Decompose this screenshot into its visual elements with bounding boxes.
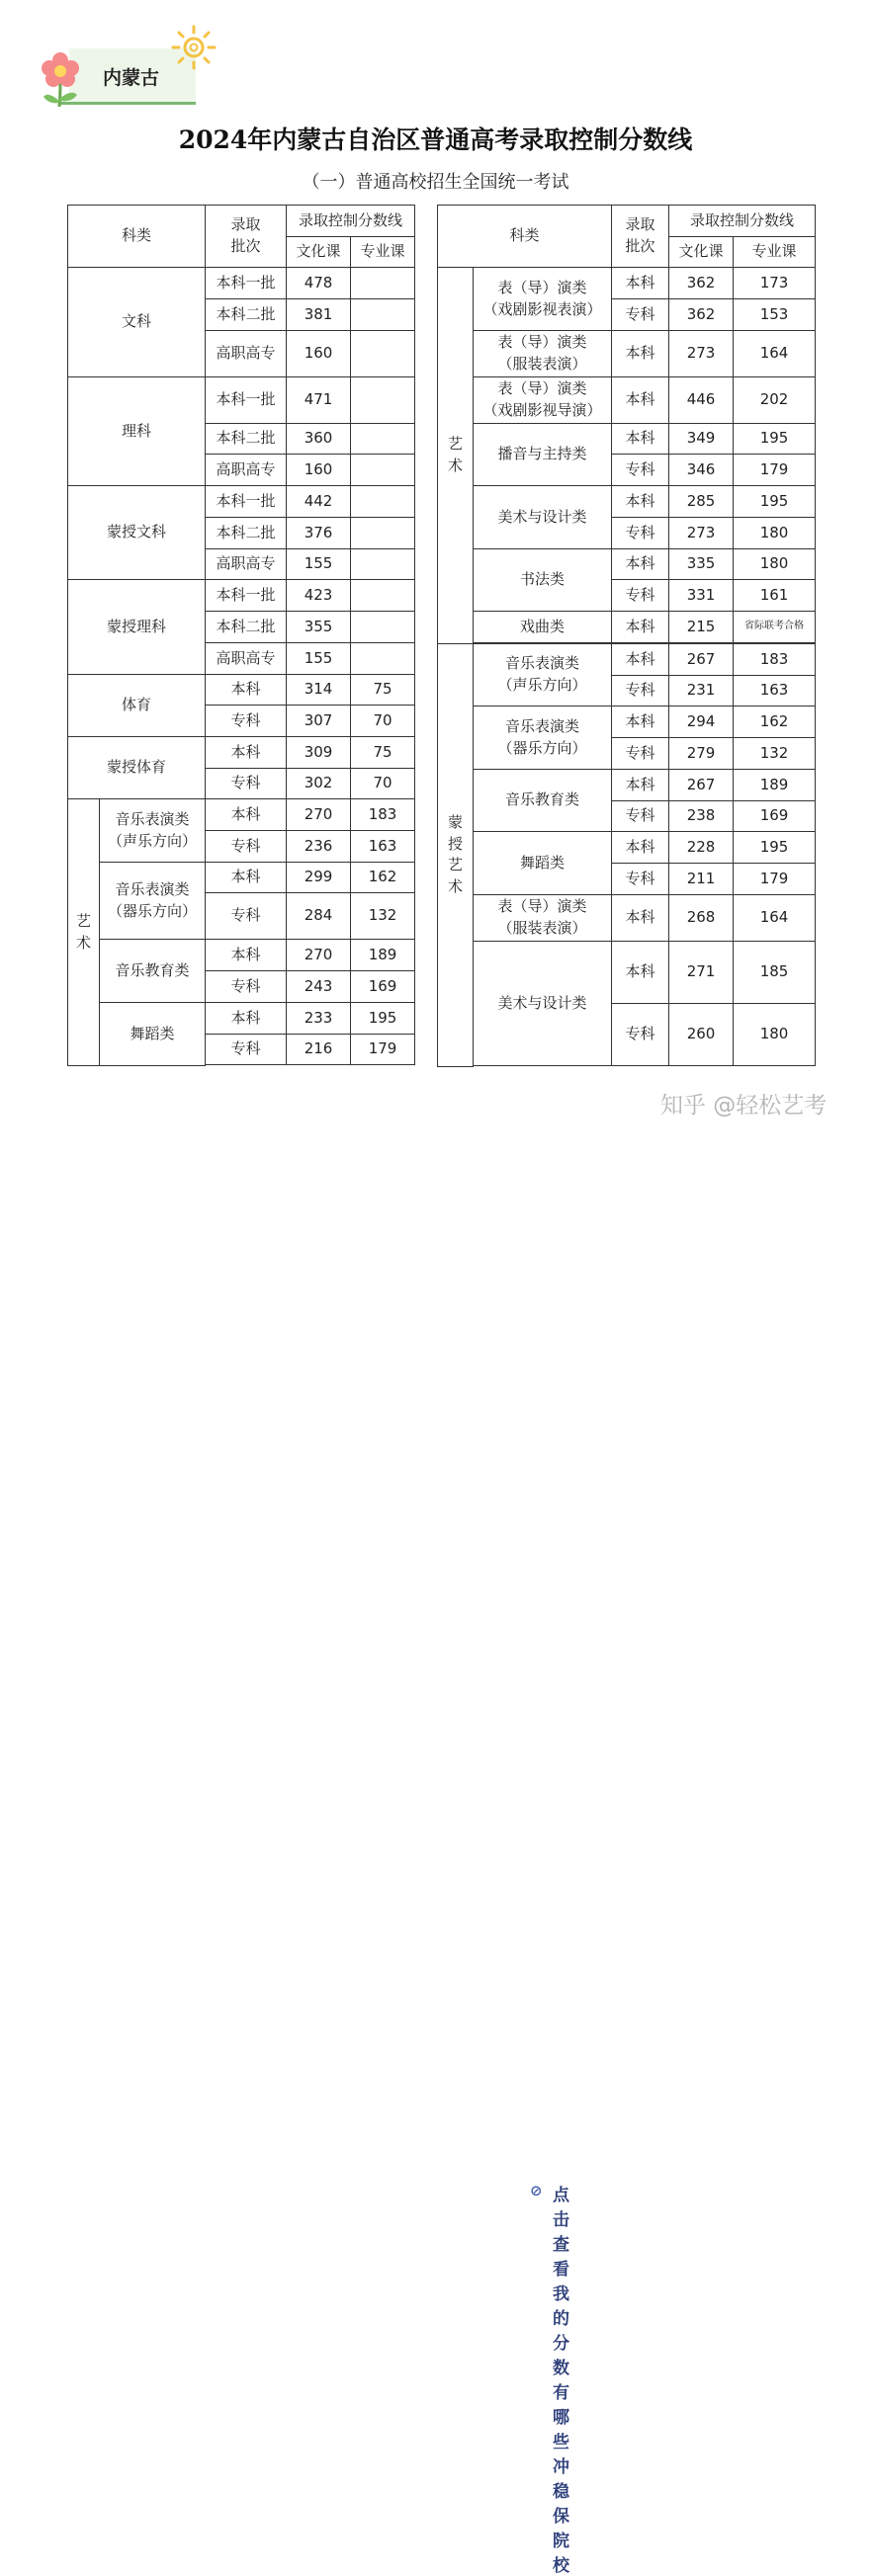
batch-cell: 专科 (612, 738, 669, 770)
subcategory-cell: 书法类 (474, 549, 612, 612)
culture-score: 216 (287, 1035, 351, 1065)
major-score: 75 (351, 675, 415, 706)
batch-cell: 本科 (206, 675, 287, 706)
watermark: 知乎 @轻松艺考 (660, 1093, 827, 1119)
major-score: 180 (734, 1004, 816, 1066)
batch-cell: 本科二批 (206, 518, 287, 549)
major-score: 153 (734, 299, 816, 331)
batch-cell: 专科 (612, 801, 669, 832)
subcategory-cell: 表（导）演类 （戏剧影视导演） (474, 377, 612, 424)
subcategory-cell: 音乐教育类 (100, 940, 206, 1003)
major-score (351, 549, 415, 580)
document-subtitle: （一）普通高校招生全国统一考试 (302, 172, 569, 193)
batch-cell: 本科 (612, 895, 669, 942)
region-tag: 内蒙古 (103, 67, 160, 89)
batch-cell: 高职高专 (206, 643, 287, 675)
major-score (351, 612, 415, 643)
major-score: 183 (734, 644, 816, 676)
major-score: 179 (351, 1035, 415, 1065)
major-score: 70 (351, 706, 415, 737)
art-category-cell: 艺 术 (438, 268, 474, 644)
header-category: 科类 (68, 206, 206, 268)
batch-cell: 专科 (612, 1004, 669, 1066)
category-cell: 体育 (68, 675, 206, 737)
category-cell: 文科 (68, 268, 206, 377)
batch-cell: 本科一批 (206, 268, 287, 299)
culture-score: 231 (669, 676, 734, 706)
subcategory-cell: 音乐教育类 (474, 770, 612, 832)
batch-cell: 本科二批 (206, 299, 287, 331)
batch-cell: 专科 (206, 706, 287, 737)
batch-cell: 专科 (206, 831, 287, 863)
culture-score: 346 (669, 455, 734, 486)
culture-score: 270 (287, 940, 351, 971)
major-score: 70 (351, 769, 415, 799)
header-control-score: 录取控制分数线 (287, 206, 415, 237)
culture-score: 273 (669, 518, 734, 549)
major-score: 195 (734, 486, 816, 518)
major-score (351, 299, 415, 331)
subcategory-cell: 音乐表演类 （器乐方向） (474, 706, 612, 770)
subcategory-cell: 美术与设计类 (474, 486, 612, 549)
major-score (351, 643, 415, 675)
sun-icon (170, 24, 218, 71)
culture-score: 155 (287, 643, 351, 675)
culture-score: 285 (669, 486, 734, 518)
major-score: 132 (351, 893, 415, 940)
major-score (351, 486, 415, 518)
batch-cell: 本科 (206, 940, 287, 971)
culture-score: 260 (669, 1004, 734, 1066)
batch-cell: 本科一批 (206, 377, 287, 424)
batch-cell: 专科 (612, 299, 669, 331)
batch-cell: 本科 (612, 424, 669, 455)
culture-score: 355 (287, 612, 351, 643)
culture-score: 376 (287, 518, 351, 549)
major-score: 185 (734, 942, 816, 1004)
subcategory-cell: 表（导）演类 （服装表演） (474, 331, 612, 377)
subcategory-cell: 音乐表演类 （声乐方向） (474, 644, 612, 706)
batch-cell: 本科 (612, 377, 669, 424)
flower-icon (38, 51, 83, 109)
major-score: 180 (734, 518, 816, 549)
major-score: 202 (734, 377, 816, 424)
major-score: 161 (734, 580, 816, 612)
category-cell: 理科 (68, 377, 206, 486)
culture-score: 271 (669, 942, 734, 1004)
batch-cell: 专科 (206, 769, 287, 799)
culture-score: 243 (287, 971, 351, 1003)
batch-cell: 本科 (612, 486, 669, 518)
culture-score: 267 (669, 644, 734, 676)
batch-cell: 本科 (206, 799, 287, 831)
major-score: 164 (734, 895, 816, 942)
major-score: 189 (351, 940, 415, 971)
culture-score: 267 (669, 770, 734, 801)
score-table-right (437, 205, 816, 1067)
batch-cell: 专科 (612, 676, 669, 706)
batch-cell: 本科 (206, 737, 287, 769)
batch-cell: 本科 (612, 549, 669, 580)
batch-cell: 本科 (612, 331, 669, 377)
major-score: 163 (734, 676, 816, 706)
subcategory-cell: 戏曲类 (474, 612, 612, 643)
culture-score: 423 (287, 580, 351, 612)
batch-cell: 专科 (612, 580, 669, 612)
major-score: 173 (734, 268, 816, 299)
culture-score: 284 (287, 893, 351, 940)
major-score: 169 (734, 801, 816, 832)
major-score: 179 (734, 864, 816, 895)
header-batch: 录取 批次 (612, 206, 669, 268)
header-batch: 录取 批次 (206, 206, 287, 268)
culture-score: 299 (287, 863, 351, 893)
culture-score: 362 (669, 268, 734, 299)
header-major: 专业课 (734, 237, 816, 268)
batch-cell: 高职高专 (206, 549, 287, 580)
culture-score: 233 (287, 1003, 351, 1035)
major-score (351, 331, 415, 377)
art-category-cell: 艺 术 (68, 799, 100, 1066)
major-score: 164 (734, 331, 816, 377)
batch-cell: 本科一批 (206, 486, 287, 518)
header-major: 专业课 (351, 237, 415, 268)
major-score (351, 455, 415, 486)
major-score (351, 580, 415, 612)
subcategory-cell: 表（导）演类 （服装表演） (474, 895, 612, 942)
batch-cell: 本科 (612, 644, 669, 676)
major-score: 75 (351, 737, 415, 769)
batch-cell: 本科 (206, 1003, 287, 1035)
subcategory-cell: 美术与设计类 (474, 942, 612, 1066)
batch-cell: 本科 (612, 268, 669, 299)
culture-score: 362 (669, 299, 734, 331)
culture-score: 314 (287, 675, 351, 706)
subcategory-cell: 音乐表演类 （声乐方向） (100, 799, 206, 863)
culture-score: 360 (287, 424, 351, 455)
batch-cell: 本科一批 (206, 580, 287, 612)
major-score (351, 268, 415, 299)
culture-score: 236 (287, 831, 351, 863)
major-score: 162 (734, 706, 816, 738)
culture-score: 349 (669, 424, 734, 455)
major-score: 189 (734, 770, 816, 801)
culture-score: 160 (287, 331, 351, 377)
category-cell: 蒙授文科 (68, 486, 206, 580)
subcategory-cell: 表（导）演类 （戏剧影视表演） (474, 268, 612, 331)
major-score: 195 (351, 1003, 415, 1035)
major-score: 179 (734, 455, 816, 486)
subcategory-cell: 播音与主持类 (474, 424, 612, 486)
subcategory-cell: 舞蹈类 (474, 832, 612, 895)
document-title: 2024年内蒙古自治区普通高考录取控制分数线 (178, 125, 693, 154)
culture-score: 215 (669, 612, 734, 643)
major-score: 163 (351, 831, 415, 863)
major-score: 195 (734, 424, 816, 455)
batch-cell: 专科 (612, 518, 669, 549)
category-cell: 蒙授理科 (68, 580, 206, 675)
batch-cell: 本科二批 (206, 612, 287, 643)
spacer-cell (206, 1065, 415, 1066)
batch-cell: 专科 (206, 971, 287, 1003)
culture-score: 309 (287, 737, 351, 769)
major-score: 169 (351, 971, 415, 1003)
batch-cell: 本科 (612, 942, 669, 1004)
major-score: 183 (351, 799, 415, 831)
subcategory-cell: 音乐表演类 （器乐方向） (100, 863, 206, 940)
link-label: 点击查看我的分数有哪些冲稳保院校 (553, 2186, 569, 2576)
batch-cell: 本科 (612, 706, 669, 738)
spacer-cell (474, 1066, 816, 1067)
culture-score: 155 (287, 549, 351, 580)
culture-score: 160 (287, 455, 351, 486)
header-culture: 文化课 (669, 237, 734, 268)
culture-score: 478 (287, 268, 351, 299)
batch-cell: 专科 (206, 1035, 287, 1065)
category-cell: 蒙授体育 (68, 737, 206, 799)
link-icon: ⊘ (530, 2182, 543, 2200)
culture-score: 471 (287, 377, 351, 424)
batch-cell: 本科 (206, 863, 287, 893)
culture-score: 294 (669, 706, 734, 738)
header-control-score: 录取控制分数线 (669, 206, 816, 237)
culture-score: 211 (669, 864, 734, 895)
culture-score: 268 (669, 895, 734, 942)
batch-cell: 本科 (612, 832, 669, 864)
culture-score: 446 (669, 377, 734, 424)
major-score: 省际联考合格 (734, 612, 816, 643)
culture-score: 442 (287, 486, 351, 518)
score-table-left (67, 205, 415, 1066)
batch-cell: 专科 (206, 893, 287, 940)
header-category: 科类 (438, 206, 612, 268)
culture-score: 238 (669, 801, 734, 832)
culture-score: 302 (287, 769, 351, 799)
culture-score: 307 (287, 706, 351, 737)
mongolian-art-category-cell: 蒙 授 艺 术 (438, 644, 474, 1067)
culture-score: 331 (669, 580, 734, 612)
subcategory-cell: 舞蹈类 (100, 1003, 206, 1066)
major-score (351, 424, 415, 455)
culture-score: 273 (669, 331, 734, 377)
batch-cell: 本科二批 (206, 424, 287, 455)
batch-cell: 专科 (612, 455, 669, 486)
culture-score: 270 (287, 799, 351, 831)
batch-cell: 高职高专 (206, 331, 287, 377)
major-score: 180 (734, 549, 816, 580)
header-culture: 文化课 (287, 237, 351, 268)
culture-score: 335 (669, 549, 734, 580)
culture-score: 381 (287, 299, 351, 331)
batch-cell: 本科 (612, 770, 669, 801)
batch-cell: 本科 (612, 612, 669, 643)
major-score (351, 377, 415, 424)
batch-cell: 专科 (612, 864, 669, 895)
major-score: 195 (734, 832, 816, 864)
culture-score: 279 (669, 738, 734, 770)
culture-score: 228 (669, 832, 734, 864)
major-score: 132 (734, 738, 816, 770)
major-score: 162 (351, 863, 415, 893)
major-score (351, 518, 415, 549)
batch-cell: 高职高专 (206, 455, 287, 486)
